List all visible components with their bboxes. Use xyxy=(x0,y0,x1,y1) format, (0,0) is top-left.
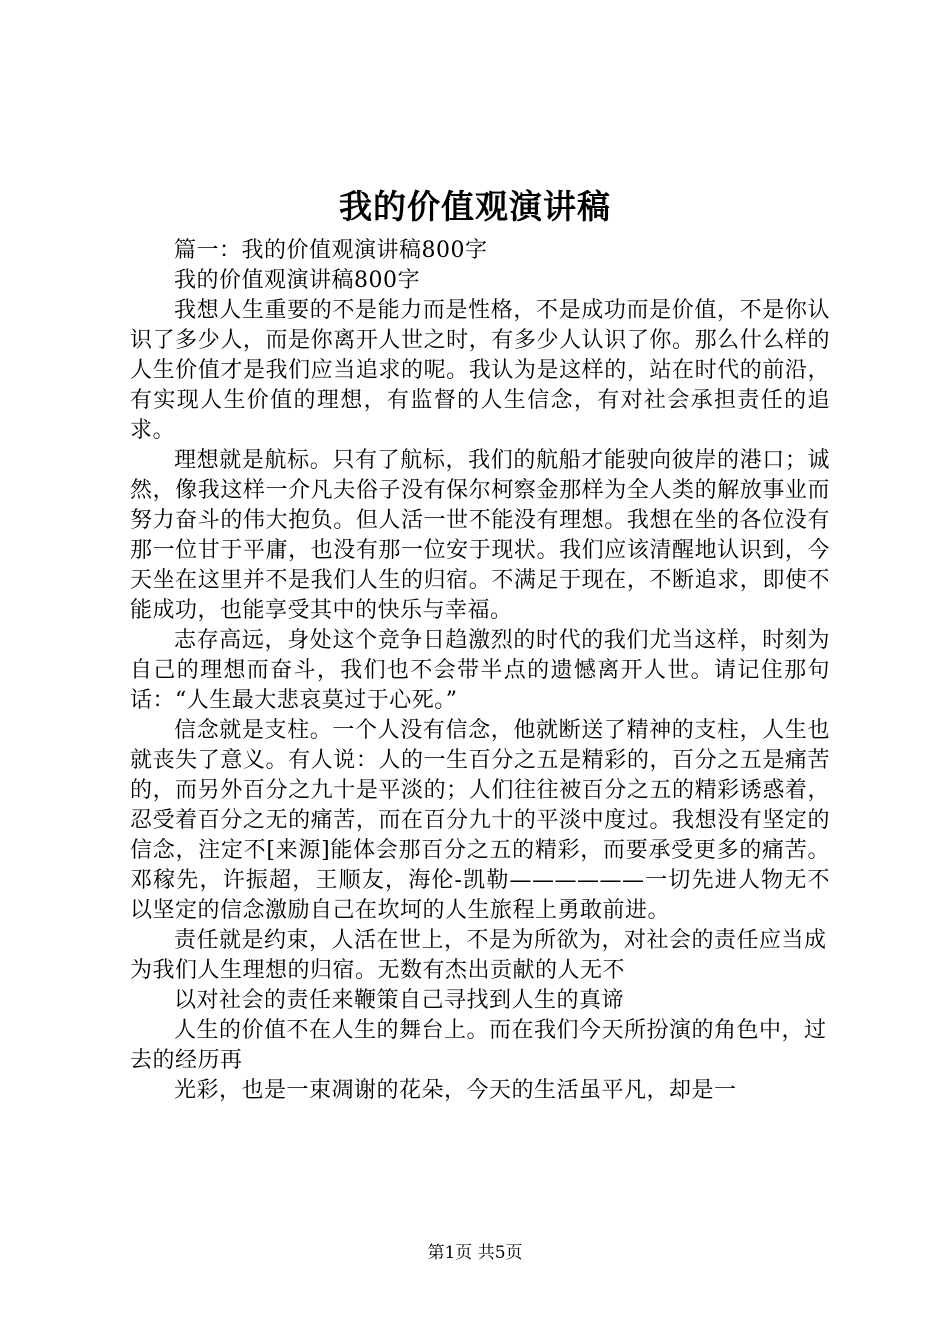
paragraph: 责任就是约束，人活在世上，不是为所欲为，对社会的责任应当成为我们人生理想的归宿。无数有杰出贡献的人无不 xyxy=(130,928,827,983)
paragraph: 光彩，也是一束凋谢的花朵，今天的生活虽平凡，却是一 xyxy=(174,1078,737,1103)
document-body xyxy=(130,236,830,1106)
paragraph: 理想就是航标。只有了航标，我们的航船才能驶向彼岸的港口；诚然，像我这样一介凡夫俗子没有保尔柯察金那样为全人类的解放事业而努力奋斗的伟大抱负。但人活一世不能没有理想。我想在坐的各位没有那一位甘于平庸，也没有那一位安于现状。我们应该清醒地认识到，今天坐在这里并不是我们人生的归宿。不满足于现在，不断追求，即使不能成功，也能享受其中的快乐与幸福。 xyxy=(130,448,830,623)
paragraph: 我想人生重要的不是能力而是性格，不是成功而是价值，不是你认识了多少人，而是你离开人世之时，有多少人认识了你。那么什么样的人生价值才是我们应当追求的呢。我认为是这样的，站在时代的前沿，有实现人生价值的理想，有监督的人生信念，有对社会承担责任的追求。 xyxy=(130,298,830,443)
paragraph: 信念就是支柱。一个人没有信念，他就断送了精神的支柱，人生也就丧失了意义。有人说：人的一生百分之五是精彩的，百分之五是痛苦的，而另外百分之九十是平淡的；人们往往被百分之五的精彩诱惑着，忍受着百分之无的痛苦，而在百分九十的平淡中度过。我想没有坚定的信念，注定不[来源]能体会那百分之五的精彩，而要承受更多的痛苦。邓稼先，许振超，王顺友，海伦-凯勒——————一切先进人物无不以坚定的信念激励自己在坎坷的人生旅程上勇敢前进。 xyxy=(130,718,830,923)
paragraph-subheading: 我的价值观演讲稿800字 xyxy=(174,268,420,293)
paragraph-heading: 篇一：我的价值观演讲稿800字 xyxy=(174,238,488,263)
document-title: 我的价值观演讲稿 xyxy=(339,187,611,226)
paragraph: 人生的价值不在人生的舞台上。而在我们今天所扮演的角色中，过去的经历再 xyxy=(130,1018,827,1073)
page-number-footer: 第1页 共5页 xyxy=(427,1243,523,1263)
paragraph: 以对社会的责任来鞭策自己寻找到人生的真谛 xyxy=(174,988,625,1013)
paragraph: 志存高远，身处这个竞争日趋激烈的时代的我们尤当这样，时刻为自己的理想而奋斗，我们也不会带半点的遗憾离开人世。请记住那句话：“人生最大悲哀莫过于心死。” xyxy=(130,628,830,713)
